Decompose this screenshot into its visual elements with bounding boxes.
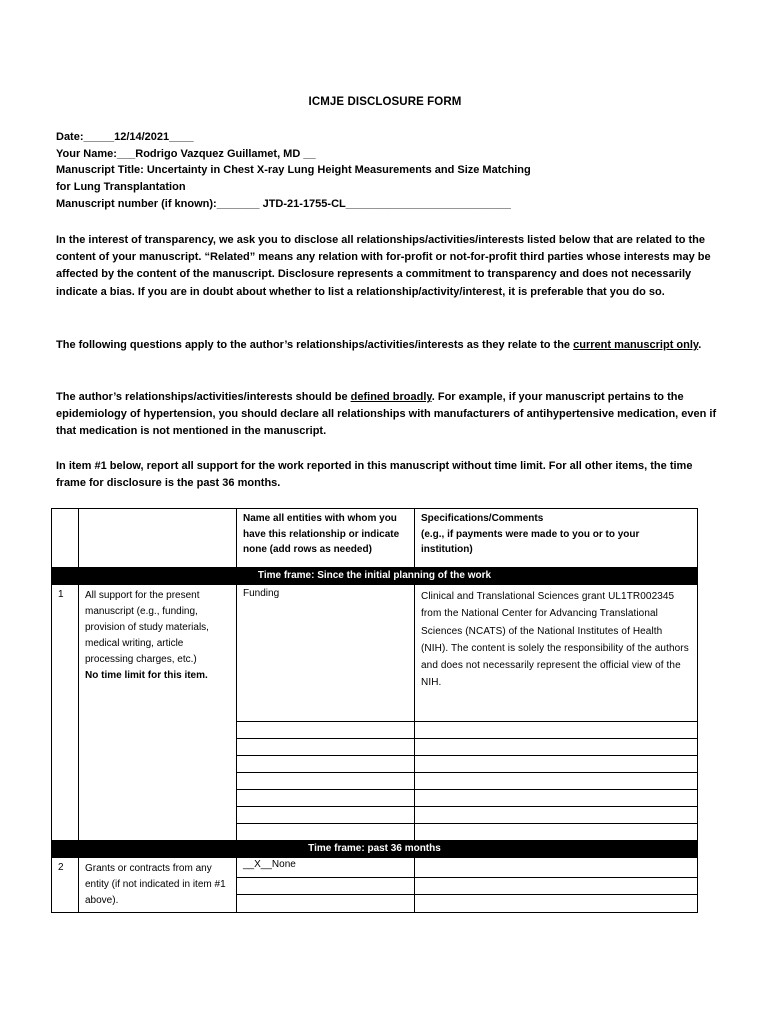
author-name-line: Your Name:___Rodrigo Vazquez Guillamet, MD __ [56, 147, 316, 160]
broad-definition-paragraph [56, 389, 721, 441]
empty-entity-cell[interactable] [237, 877, 415, 895]
time-frame-label-1: Time frame: Since the initial planning of the work [52, 568, 698, 585]
empty-entity-cell[interactable] [237, 739, 415, 756]
scope-underlined: current manuscript only [573, 339, 699, 351]
table-header-row [52, 509, 698, 568]
time-frame-paragraph: In item #1 below, report all support for the work reported in this manuscript without time limit. For all other items, the time frame for disclosure is the past 36 months. [56, 460, 693, 490]
empty-spec-cell[interactable] [415, 773, 698, 790]
empty-spec-cell[interactable] [415, 722, 698, 739]
empty-entity-cell[interactable] [237, 722, 415, 739]
time-frame-band-2 [52, 841, 698, 858]
manuscript-title-line: Manuscript Title: Uncertainty in Chest X-ray Lung Height Measurements and Size Matching [56, 164, 531, 177]
item-1-specification[interactable]: Clinical and Translational Sciences grant UL1TR002345 from the National Center for Advancing Translational Sciences (NCATS) of the National Institutes of Health (NIH). The content is solely the responsibility of the authors and does not necessarily represent the official view of the NIH. [415, 585, 698, 722]
transparency-paragraph: In the interest of transparency, we ask you to disclose all relationships/activities/interests listed below that are related to the content of your manuscript. “Related” means any relation with for-profit or not-for-profit third parties whose interests may be affected by the content of the manuscript. Disclosure represents a commitment to transparency and does not necessarily indicate a bias. If you are in doubt about whether to list a relationship/activity/interest, it is preferable that you do so. [56, 234, 711, 298]
manuscript-number-line: Manuscript number (if known):_______ JTD-21-1755-CL___________________________ [56, 197, 511, 210]
form-title: ICMJE DISCLOSURE FORM [308, 96, 462, 108]
item-2-specification[interactable] [415, 858, 698, 878]
time-frame-band-1 [52, 568, 698, 585]
broad-underlined: defined broadly [350, 391, 432, 403]
empty-spec-cell[interactable] [415, 877, 698, 895]
item-1-description-text: All support for the present manuscript (e.g., funding, provision of study materials, medical writing, article processing charges, etc.) [85, 590, 209, 665]
item-description-1 [79, 585, 237, 841]
item-number-2: 2 [52, 858, 79, 913]
empty-entity-cell[interactable] [237, 824, 415, 841]
empty-entity-cell[interactable] [237, 773, 415, 790]
empty-spec-cell[interactable] [415, 790, 698, 807]
item-1-no-time-limit: No time limit for this item. [85, 670, 208, 681]
header-specifications [415, 509, 698, 568]
disclosure-table [51, 508, 698, 913]
header-spec-subtitle: (e.g., if payments were made to you or to your institution) [421, 528, 640, 555]
header-blank-number [52, 509, 79, 568]
scope-end: . [698, 339, 702, 351]
scope-text: The following questions apply to the author’s relationships/activities/interests as they relate to the [56, 339, 574, 351]
empty-spec-cell[interactable] [415, 739, 698, 756]
item-description-2: Grants or contracts from any entity (if not indicated in item #1 above). [79, 858, 237, 913]
date-line: Date:_____12/14/2021____ [56, 131, 194, 143]
empty-spec-cell[interactable] [415, 807, 698, 824]
broad-text: The author’s relationships/activities/interests should be [56, 391, 351, 403]
scope-paragraph [56, 337, 721, 354]
item-number-1: 1 [52, 585, 79, 841]
manuscript-title-line-2: for Lung Transplantation [56, 181, 186, 194]
item-2-entity[interactable]: __X__None [237, 858, 415, 878]
empty-spec-cell[interactable] [415, 895, 698, 913]
item-1-entity[interactable]: Funding [237, 585, 415, 722]
empty-spec-cell[interactable] [415, 756, 698, 773]
empty-entity-cell[interactable] [237, 895, 415, 913]
manuscript-info [56, 129, 716, 213]
empty-spec-cell[interactable] [415, 824, 698, 841]
header-entities: Name all entities with whom you have this relationship or indicate none (add rows as needed) [237, 509, 415, 568]
table-row [52, 858, 698, 878]
time-frame-label-2: Time frame: past 36 months [52, 841, 698, 858]
empty-entity-cell[interactable] [237, 790, 415, 807]
header-blank-description [79, 509, 237, 568]
empty-entity-cell[interactable] [237, 807, 415, 824]
empty-entity-cell[interactable] [237, 756, 415, 773]
broad-text-end: . For example, if your manuscript pertains to the epidemiology of hypertension, you should declare all relationships with manufacturers of antihypertensive medication, even if that medication is not mentioned in the manuscript. [56, 391, 717, 438]
header-spec-title: Specifications/Comments [421, 513, 544, 524]
table-row [52, 585, 698, 722]
